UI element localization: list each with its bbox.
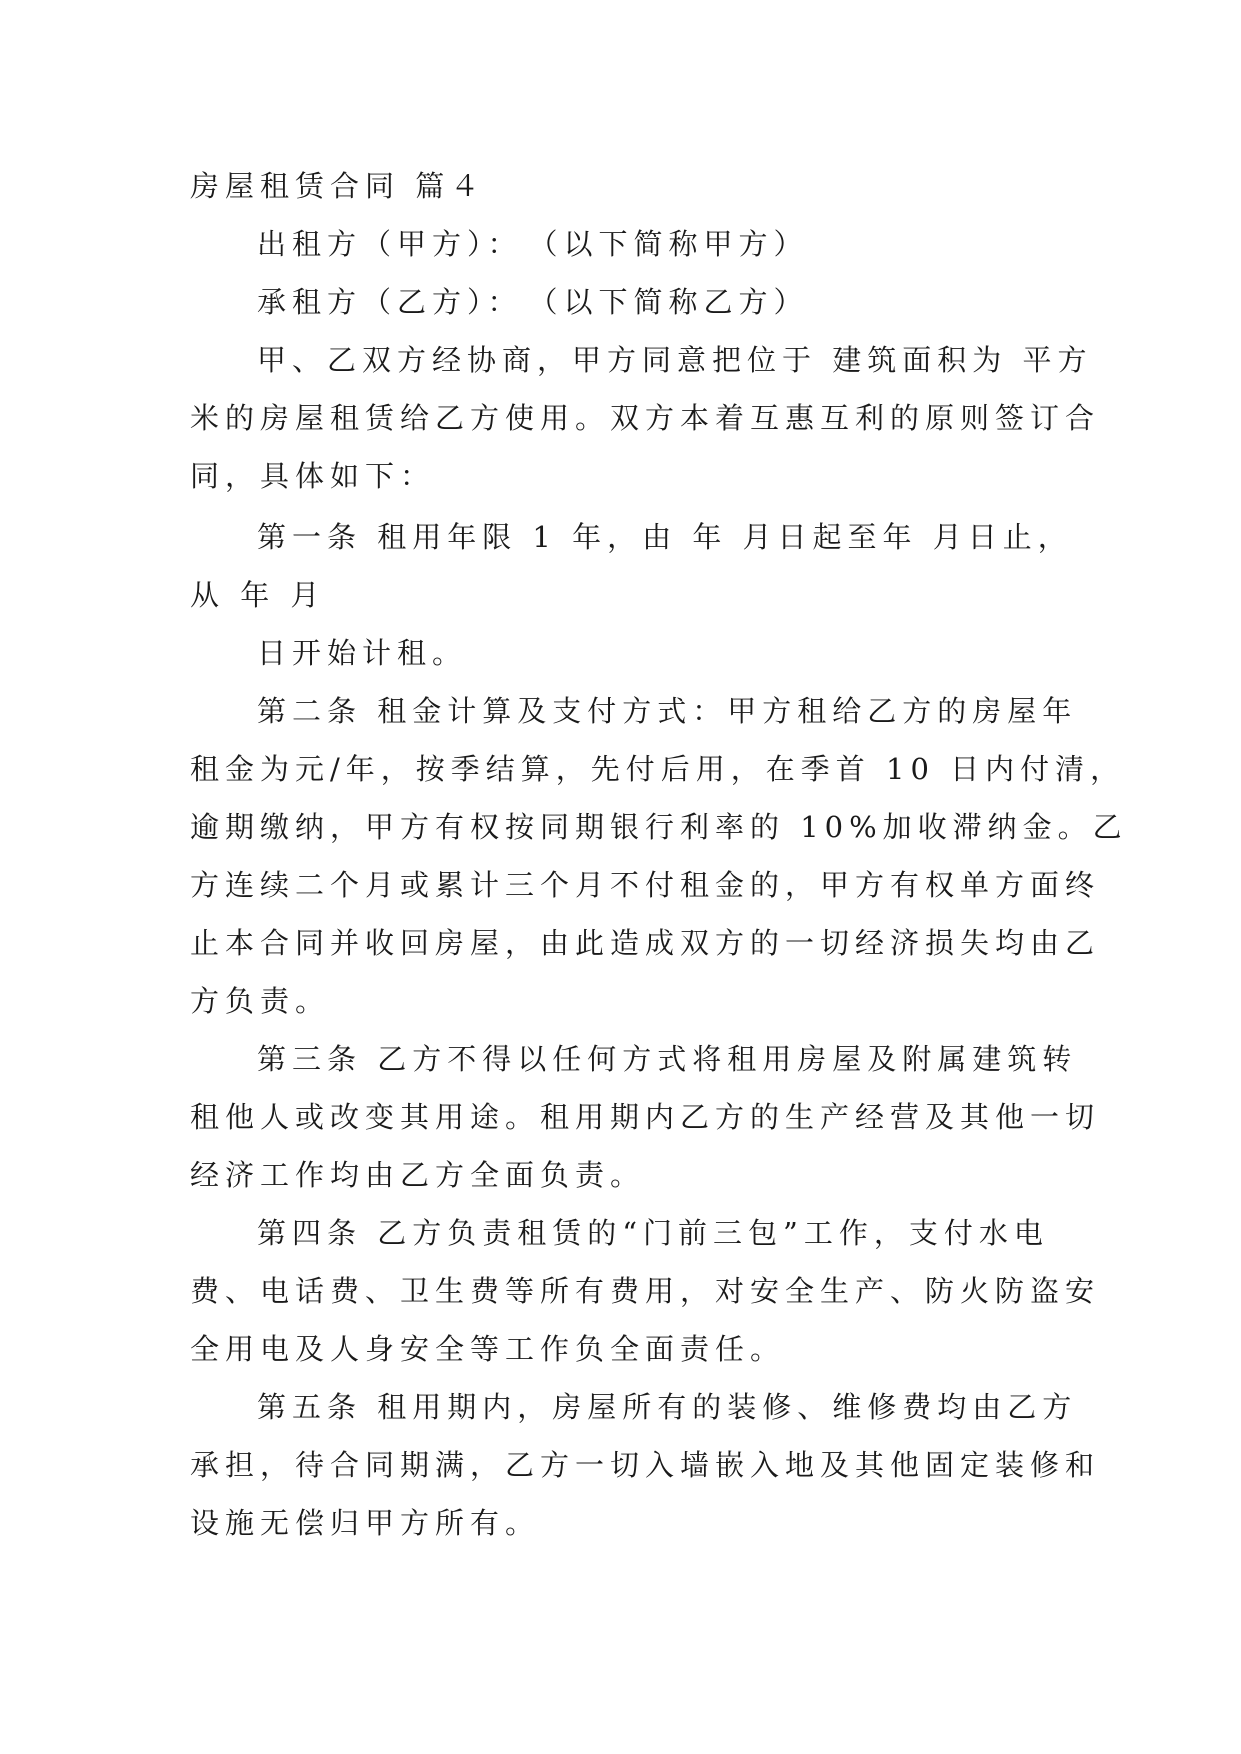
article-3-line-1: 第三条 乙方不得以任何方式将租用房屋及附属建筑转: [257, 1042, 1078, 1076]
intro-line-3: 同，具体如下：: [190, 459, 436, 493]
intro-line-1: 甲、乙双方经协商，甲方同意把位于 建筑面积为 平方: [257, 343, 1093, 377]
article-5-line-3: 设施无偿归甲方所有。: [190, 1506, 541, 1540]
article-3-line-2: 租他人或改变其用途。租用期内乙方的生产经营及其他一切: [190, 1100, 1101, 1134]
article-2-line-4: 方连续二个月或累计三个月不付租金的，甲方有权单方面终: [190, 868, 1101, 902]
article-2-line-1: 第二条 租金计算及支付方式：甲方租给乙方的房屋年: [257, 694, 1078, 728]
article-2-line-5: 止本合同并收回房屋，由此造成双方的一切经济损失均由乙: [190, 926, 1101, 960]
lessee-line: 承租方（乙方）： （以下简称乙方）: [257, 285, 809, 319]
document-title: 房屋租赁合同 篇４: [190, 169, 486, 203]
article-4-line-1: 第四条 乙方负责租赁的“门前三包”工作，支付水电: [257, 1216, 1049, 1250]
article-1-line-3: 日开始计租。: [257, 636, 468, 670]
article-4-line-2: 费、电话费、卫生费等所有费用，对安全生产、防火防盗安: [190, 1274, 1101, 1308]
article-1-line-1: 第一条 租用年限 1 年，由 年 月日起至年 月日止，: [257, 520, 1073, 554]
article-3-line-3: 经济工作均由乙方全面负责。: [190, 1158, 646, 1192]
article-5-line-1: 第五条 租用期内，房屋所有的装修、维修费均由乙方: [257, 1390, 1078, 1424]
article-5-line-2: 承担，待合同期满，乙方一切入墙嵌入地及其他固定装修和: [190, 1448, 1101, 1482]
article-2-line-3: 逾期缴纳，甲方有权按同期银行利率的 10%加收滞纳金。乙: [190, 810, 1128, 844]
article-4-line-3: 全用电及人身安全等工作负全面责任。: [190, 1332, 786, 1366]
intro-line-2: 米的房屋租赁给乙方使用。双方本着互惠互利的原则签订合: [190, 401, 1101, 435]
lessor-line: 出租方（甲方）： （以下简称甲方）: [257, 227, 809, 261]
article-2-line-6: 方负责。: [190, 984, 331, 1018]
article-1-line-2: 从 年 月: [190, 578, 326, 612]
article-2-line-2: 租金为元/年，按季结算，先付后用，在季首 10 日内付清，: [190, 752, 1126, 786]
